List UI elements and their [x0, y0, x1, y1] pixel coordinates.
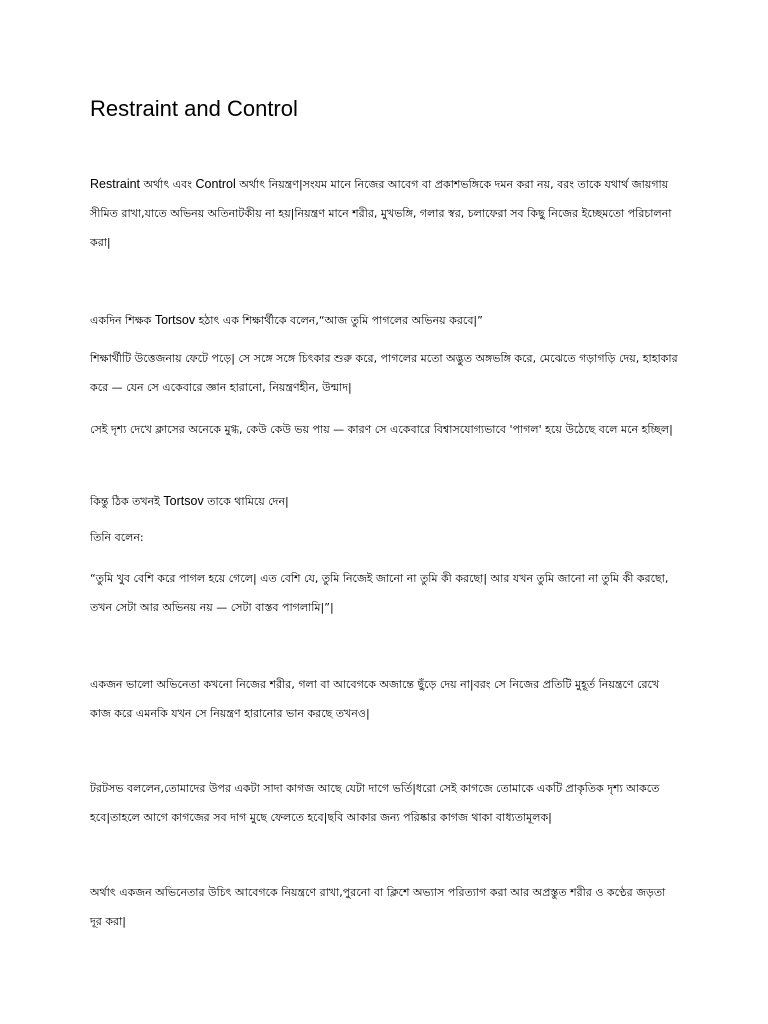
paragraph-text: একদিন শিক্ষক — [90, 314, 155, 327]
term-control: Control — [195, 177, 236, 191]
paragraph-text: হঠাৎ এক শিক্ষার্থীকে বলেন,“আজ তুমি পাগলের অভিনয় করবে|” — [195, 314, 483, 327]
paragraph-good-actor: একজন ভালো অভিনেতা কখনো নিজের শরীর, গলা বা আবেগকে অজান্তে ছুঁড়ে দেয় না|বরং সে নিজের প্রতিটি মুহূর্ত নিয়ন্ত্রণে রেখে কাজ করে এমনকি যখন সে নিয়ন্ত্রণ হারানোর ভান করছে তখনও| — [90, 678, 660, 720]
paragraph-tortsov-instruction — [90, 306, 680, 335]
document-title: Restraint and Control — [90, 96, 298, 121]
paragraph-he-says: তিনি বলেন: — [90, 531, 144, 544]
paragraph-quote: “তুমি খুব বেশি করে পাগল হয়ে গেলে| এত বেশি যে, তুমি নিজেই জানো না তুমি কী করছো| আর যখন তুমি জানো না তুমি কী করছো, তখন সেটা আর অভিনয় নয় — সেটা বাস্তব পাগলামি|”| — [90, 572, 669, 614]
paragraph-text: তাকে থামিয়ে দেন| — [203, 495, 289, 508]
name-tortsov: Tortsov — [163, 494, 204, 508]
paragraph-definition — [90, 170, 680, 257]
paragraph-text: অর্থাৎ নিয়ন্ত্রণ|সংযম মানে নিজের আবেগ বা প্রকাশভঙ্গিকে দমন করা নয়, বরং তাকে যথার্থ জায়গায় সীমিত রাখা,যাতে অভিনয় অতিনাটকীয় না হয়|নিয়ন্ত্রণ মানে শরীর, মুখভঙ্গি, গলার স্বর, চলাফেরা সব কিছু নিজের ইচ্ছেমতো পরিচালনা করা| — [90, 178, 672, 249]
paragraph-white-paper: টরটসভ বললেন,তোমাদের উপর একটা সাদা কাগজ আছে যেটা দাগে ভর্তি|ধরো সেই কাগজে তোমাকে একটি প্রাকৃতিক দৃশ্য আকতে হবে|তাহলে আগে কাগজের সব দাগ মুছে ফেলতে হবে|ছবি আকার জন্য পরিষ্কার কাগজ থাকা বাধ্যতামূলক| — [90, 782, 660, 824]
paragraph-tortsov-stops — [90, 487, 680, 516]
paragraph-text: কিন্তু ঠিক তখনই — [90, 495, 164, 508]
term-restraint: Restraint — [90, 177, 141, 191]
paragraph-class-reaction: সেই দৃশ্য দেখে ক্লাসের অনেকে মুগ্ধ, কেউ কেউ ভয় পায় — কারণ সে একেবারে বিশ্বাসযোগ্যভাবে 'পাগল' হয়ে উঠেছে বলে মনে হচ্ছিল| — [90, 423, 673, 436]
paragraph-text: অর্থাৎ এবং — [140, 178, 196, 191]
name-tortsov: Tortsov — [154, 313, 196, 327]
paragraph-conclusion: অর্থাৎ একজন অভিনেতার উচিৎ আবেগকে নিয়ন্ত্রণে রাখা,পুরনো বা ক্লিশে অভ্যাস পরিত্যাগ করা আর অপ্রস্তুত শরীর ও কণ্ঠের জড়তা দূর করা| — [90, 886, 666, 928]
paragraph-student-reaction: শিক্ষার্থীটি উত্তেজনায় ফেটে পড়ে| সে সঙ্গে সঙ্গে চিৎকার শুরু করে, পাগলের মতো অদ্ভুত অঙ্গভঙ্গি করে, মেঝেতে গড়াগড়ি দেয়, হাহাকার করে — যেন সে একেবারে জ্ঞান হারানো, নিয়ন্ত্রণহীন, উন্মাদ| — [90, 352, 678, 394]
